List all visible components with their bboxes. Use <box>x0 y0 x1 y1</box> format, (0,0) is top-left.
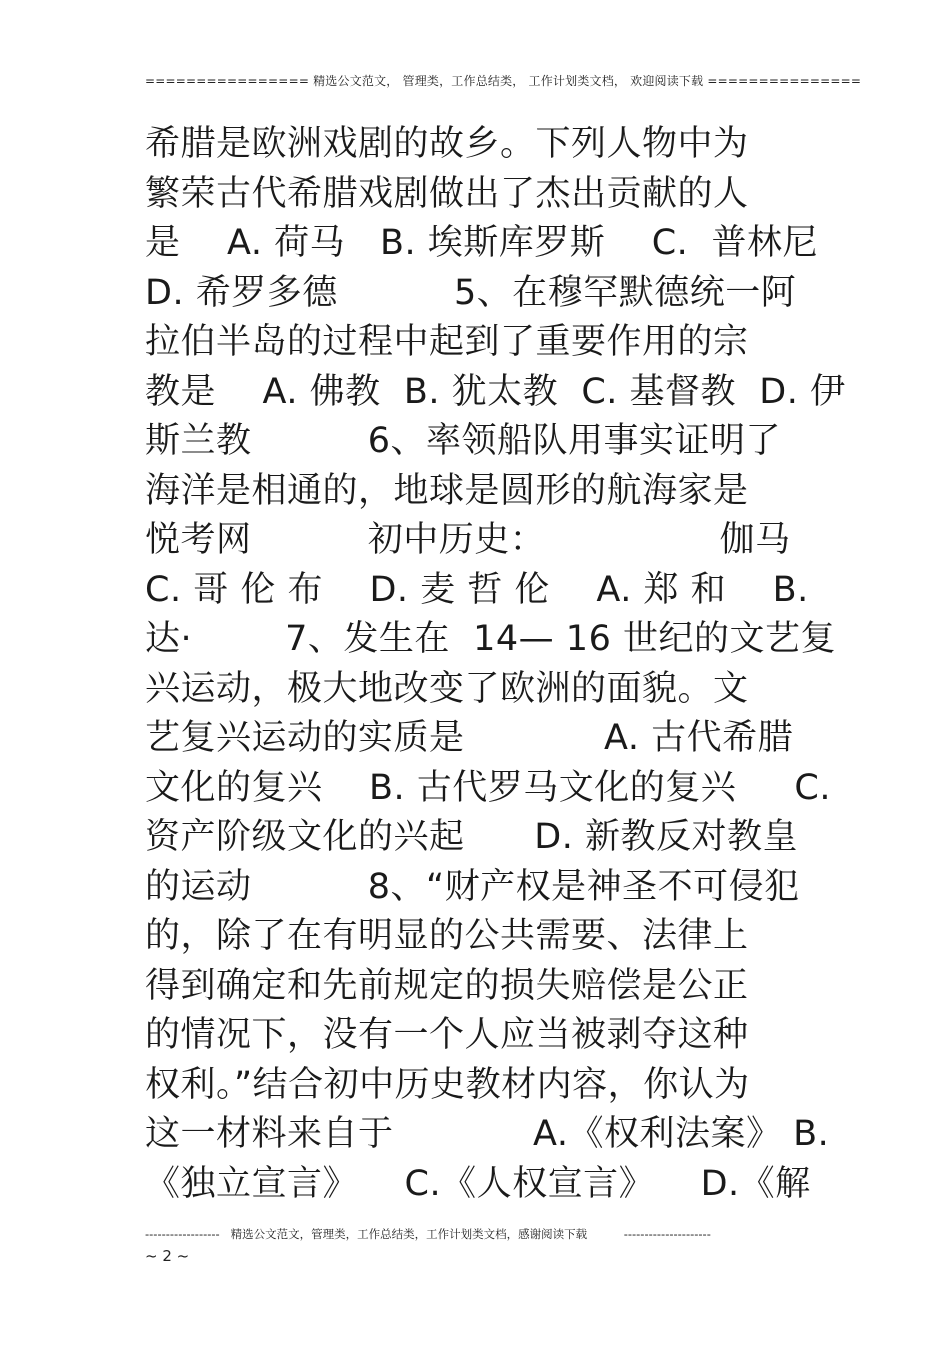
text-line: 拉伯半岛的过程中起到了重要作用的宗 <box>145 322 749 362</box>
text-line: 兴运动，极大地改变了欧洲的面貌。文 <box>145 668 749 709</box>
page-footer: ------------------ 精选公文范文，管理类，工作总结类，工作计划类文档，感谢阅读下载 --------------------- <box>145 1227 711 1241</box>
text-line: 教是 A. 佛教 B. 犹太教 C. 基督教 D. 伊 <box>145 371 846 412</box>
text-line: C. 哥 伦 布 D. 麦 哲 伦 A. 郑 和 B. <box>145 569 809 610</box>
text-line: 艺复兴运动的实质是 A. 古代希腊 <box>145 718 794 758</box>
text-line: 希腊是欧洲戏剧的故乡。下列人物中为 <box>145 124 749 164</box>
text-line: 是 A. 荷马 B. 埃斯库罗斯 C. 普林尼 <box>145 223 819 263</box>
body-text <box>145 120 846 1209</box>
text-line: 权利。”结合初中历史教材内容，你认为 <box>145 1064 750 1105</box>
text-line: 这一材料来自于 A.《权利法案》 B. <box>145 1114 830 1154</box>
text-line: 繁荣古代希腊戏剧做出了杰出贡献的人 <box>145 173 749 214</box>
text-line: 资产阶级文化的兴起 D. 新教反对教皇 <box>145 817 798 857</box>
text-line: D. 希罗多德 5、在穆罕默德统一阿 <box>145 272 797 313</box>
text-line: 文化的复兴 B. 古代罗马文化的复兴 C. <box>145 767 831 808</box>
page-number: ~ 2 ~ <box>145 1247 190 1265</box>
text-line: 悦考网 初中历史： 伽马 <box>145 520 791 560</box>
text-line: 达· 7、发生在 14— 16 世纪的文艺复 <box>145 619 836 659</box>
page-header: ================ 精选公文范文， 管理类，工作总结类， 工作计划类文档， 欢迎阅读下载 =============== <box>145 74 862 88</box>
text-line: 的，除了在有明显的公共需要、法律上 <box>145 916 749 956</box>
text-line: 的运动 8、“财产权是神圣不可侵犯 <box>145 866 800 907</box>
text-line: 斯兰教 6、率领船队用事实证明了 <box>145 421 782 461</box>
text-line: 的情况下，没有一个人应当被剥夺这种 <box>145 1015 749 1055</box>
text-line: 得到确定和先前规定的损失赔偿是公正 <box>145 965 749 1006</box>
text-line: 海洋是相通的，地球是圆形的航海家是 <box>145 470 749 511</box>
text-line: 《独立宣言》 C.《人权宣言》 D.《解 <box>145 1163 811 1204</box>
